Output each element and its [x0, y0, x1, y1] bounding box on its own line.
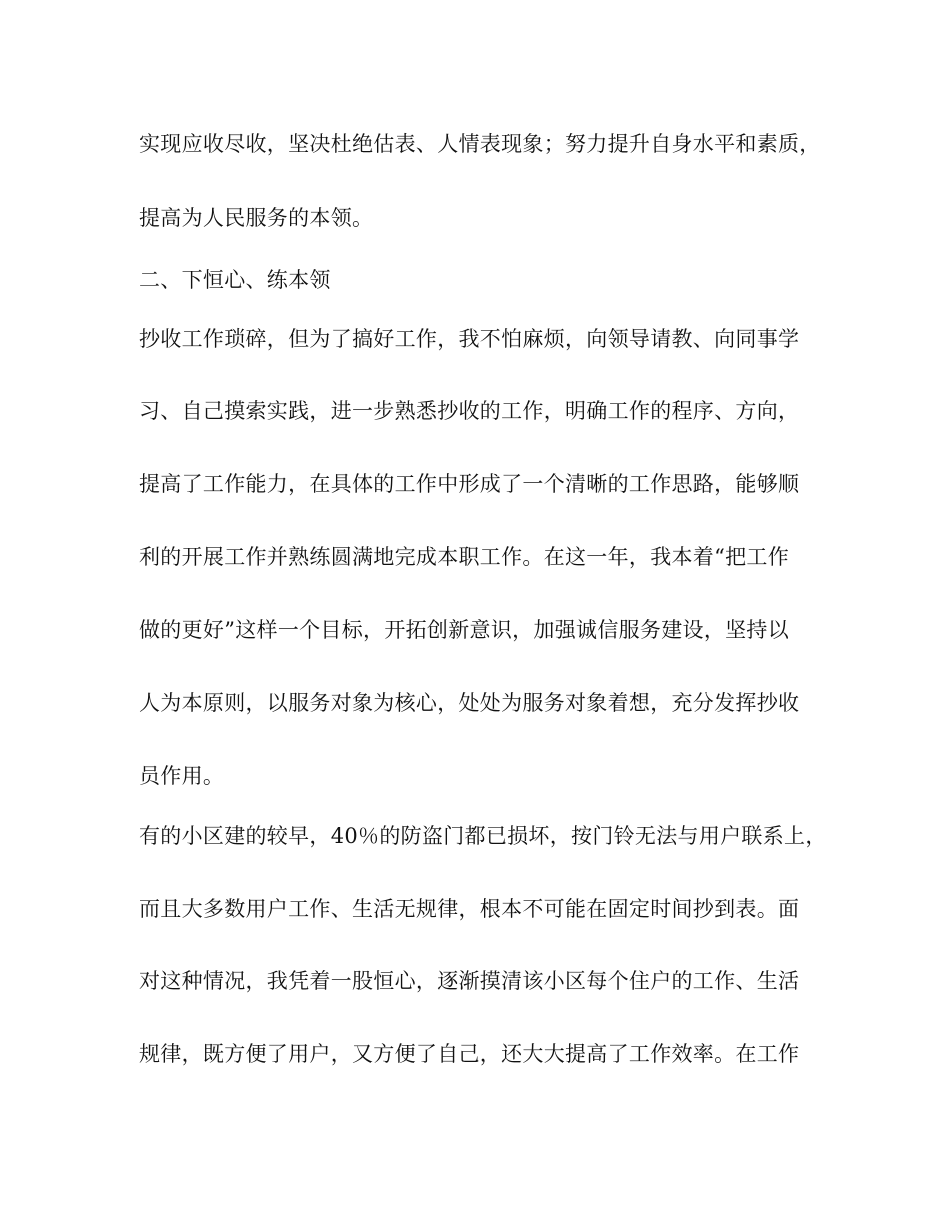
text-line: 实现应收尽收，坚决杜绝估表、人情表现象；努力提升自身水平和素质， [139, 132, 821, 156]
text-line: 员作用。 [139, 764, 225, 788]
text-line: 有的小区建的较早，40％的防盗门都已损坏，按门铃无法与用户联系上， [139, 824, 827, 848]
text-line: 提高了工作能力，在具体的工作中形成了一个清晰的工作思路，能够顺 [139, 472, 800, 496]
text-line: 人为本原则，以服务对象为核心，处处为服务对象着想，充分发挥抄收 [139, 691, 800, 715]
text-line: 习、自己摸索实践，进一步熟悉抄收的工作，明确工作的程序、方向， [139, 399, 800, 423]
text-line: 提高为人民服务的本领。 [139, 206, 374, 230]
text-line: 抄收工作琐碎，但为了搞好工作，我不怕麻烦，向领导请教、向同事学 [139, 327, 800, 351]
text-line: 而且大多数用户工作、生活无规律，根本不可能在固定时间抄到表。面 [139, 897, 800, 921]
text-line: 利的开展工作并熟练圆满地完成本职工作。在这一年，我本着“把工作 [139, 545, 790, 569]
text-line: 对这种情况，我凭着一股恒心，逐渐摸清该小区每个住户的工作、生活 [139, 969, 800, 993]
text-line: 规律，既方便了用户，又方便了自己，还大大提高了工作效率。在工作 [139, 1042, 800, 1066]
section-heading: 二、下恒心、练本领 [139, 268, 331, 292]
text-line: 做的更好”这样一个目标，开拓创新意识，加强诚信服务建设，坚持以 [139, 618, 790, 642]
